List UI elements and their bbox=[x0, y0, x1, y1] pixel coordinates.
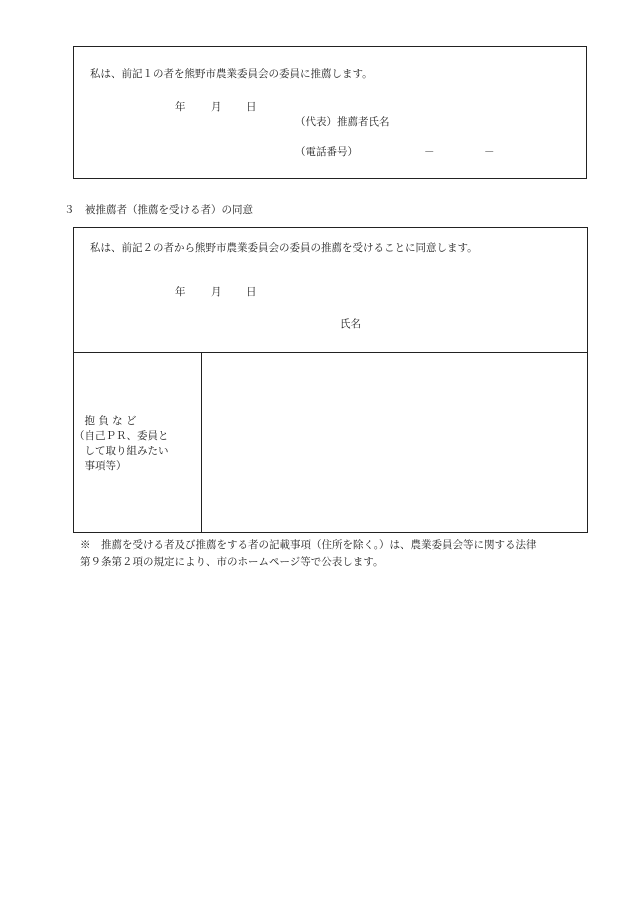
aspiration-label bbox=[74, 414, 201, 474]
date-day-label: 日 bbox=[246, 101, 257, 113]
phone-dash-2: － bbox=[484, 146, 495, 158]
date-month-label: 月 bbox=[211, 101, 222, 113]
aspiration-label-line: 事項等） bbox=[74, 460, 127, 472]
section-3-heading: ３ 被推薦者（推薦を受ける者）の同意 bbox=[64, 204, 253, 216]
publication-note-line-1: ※ 推薦を受ける者及び推薦をする者の記載事項（住所を除く。）は、農業委員会等に関する法律 bbox=[80, 539, 537, 551]
aspiration-label-line: して取り組みたい bbox=[74, 445, 169, 457]
aspiration-label-line: 抱 負 な ど bbox=[74, 415, 137, 427]
date-year-label: 年 bbox=[175, 101, 186, 113]
phone-dash-1: － bbox=[424, 146, 435, 158]
aspiration-entry-area[interactable] bbox=[202, 353, 587, 533]
consent-statement: 私は、前記２の者から熊野市農業委員会の委員の推薦を受けることに同意します。 bbox=[90, 242, 478, 254]
consent-box bbox=[73, 227, 588, 533]
aspiration-label-line: （自己ＰＲ、委員と bbox=[74, 430, 169, 442]
consent-date-year-label: 年 bbox=[175, 286, 186, 298]
recommendation-statement: 私は、前記１の者を熊野市農業委員会の委員に推薦します。 bbox=[90, 68, 373, 80]
consent-date-month-label: 月 bbox=[211, 286, 222, 298]
representative-name-label: （代表）推薦者氏名 bbox=[295, 116, 390, 128]
consent-date-day-label: 日 bbox=[246, 286, 257, 298]
phone-number-label: （電話番号） bbox=[295, 146, 358, 158]
recommendation-box bbox=[73, 46, 587, 179]
consent-name-label: 氏名 bbox=[340, 318, 361, 330]
publication-note-line-2: 第９条第２項の規定により、市のホームページ等で公表します。 bbox=[80, 556, 384, 568]
